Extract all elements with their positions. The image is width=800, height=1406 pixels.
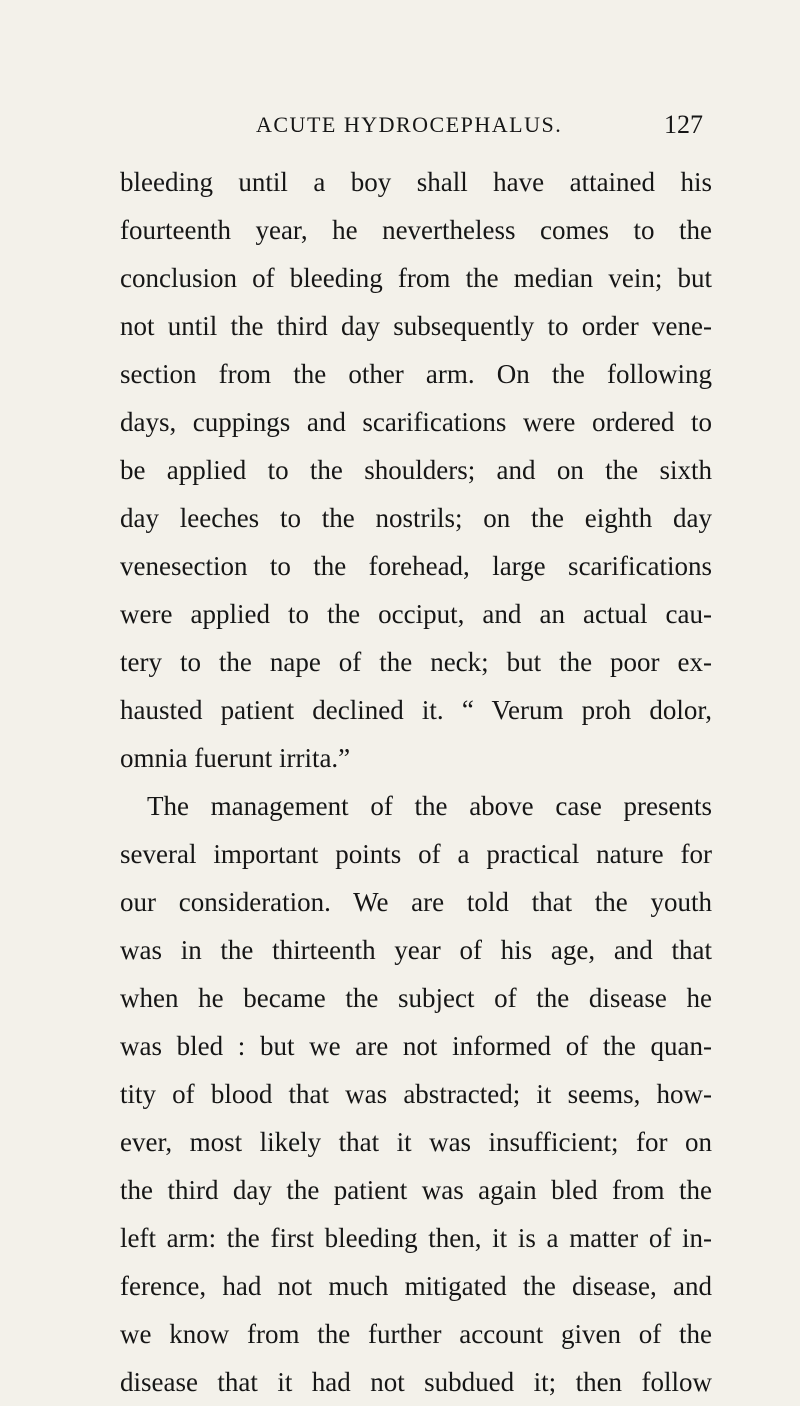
text-line: tery to the nape of the neck; but the poor ex- [120,647,712,677]
text-line: days, cuppings and scarifications were ordered to [120,407,712,437]
text-line: was bled : but we are not informed of the quan- [120,1031,712,1061]
text-line: we know from the further account given of the [120,1319,712,1349]
text-line: ference, had not much mitigated the disease, and [120,1271,712,1301]
text-line: fourteenth year, he nevertheless comes to the [120,215,712,245]
text-line: was in the thirteenth year of his age, and that [120,935,712,965]
text-line: bleeding until a boy shall have attained his [120,167,712,197]
text-line: hausted patient declined it. “ Verum proh dolor, [120,695,712,725]
text-line: the third day the patient was again bled from the [120,1175,712,1205]
text-line: be applied to the shoulders; and on the sixth [120,455,712,485]
text-line: tity of blood that was abstracted; it seems, how- [120,1079,712,1109]
text-line: ever, most likely that it was insufficient; for on [120,1127,712,1157]
text-line: conclusion of bleeding from the median vein; but [120,263,712,293]
text-line: left arm: the first bleeding then, it is a matter of in- [120,1223,712,1253]
running-title: ACUTE HYDROCEPHALUS. [256,112,563,137]
text-line: section from the other arm. On the following [120,359,712,389]
text-line: not until the third day subsequently to order vene- [120,311,712,341]
text-line: venesection to the forehead, large scarifications [120,551,712,581]
paragraph-first-line: The management of the above case presents [147,791,712,821]
text-line: several important points of a practical nature for [120,839,712,869]
text-line: when he became the subject of the disease he [120,983,712,1013]
text-line: omnia fuerunt irrita.” [120,743,351,773]
body-text [120,158,712,1406]
page-number: 127 [664,110,703,139]
text-line: were applied to the occiput, and an actual cau- [120,599,712,629]
text-line: day leeches to the nostrils; on the eighth day [120,503,712,533]
text-line: disease that it had not subdued it; then follow [120,1367,712,1397]
text-line: our consideration. We are told that the youth [120,887,712,917]
running-head [256,107,703,143]
